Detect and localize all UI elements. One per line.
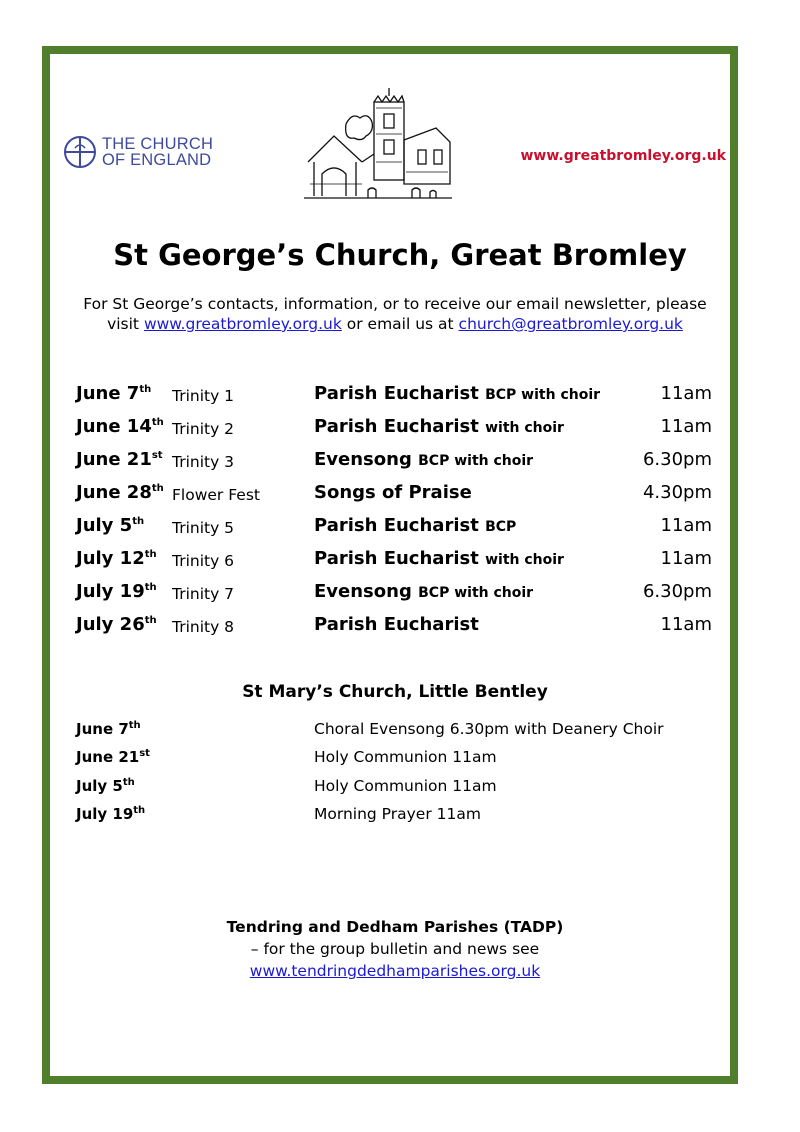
church-tower-illustration <box>304 84 452 206</box>
service-sunday: Trinity 1 <box>172 387 235 405</box>
service-time: 11am <box>660 416 712 437</box>
service-row <box>76 482 712 512</box>
service-sunday: Trinity 8 <box>172 618 235 636</box>
service-date: June 28th <box>76 482 164 503</box>
service-time: 4.30pm <box>642 482 712 503</box>
lb-date: June 21st <box>76 748 150 766</box>
little-bentley-row <box>76 777 712 801</box>
page-title: St George’s Church, Great Bromley <box>113 238 687 272</box>
service-row <box>76 548 712 578</box>
logo-line-2: OF ENGLAND <box>102 151 212 169</box>
intro-text <box>0 294 790 334</box>
service-sunday: Flower Fest <box>172 486 260 504</box>
service-name: Songs of Praise <box>314 482 472 503</box>
service-time: 11am <box>660 614 712 635</box>
lb-service: Choral Evensong 6.30pm with Deanery Choir <box>314 720 664 738</box>
service-row <box>76 515 712 545</box>
service-sunday: Trinity 3 <box>172 453 235 471</box>
service-sunday: Trinity 2 <box>172 420 235 438</box>
service-row <box>76 383 712 413</box>
little-bentley-heading: St Mary’s Church, Little Bentley <box>242 682 548 702</box>
service-row <box>76 416 712 446</box>
cross-in-circle-icon <box>62 134 98 170</box>
service-date: June 14th <box>76 416 164 437</box>
website-link[interactable]: www.greatbromley.org.uk <box>143 315 342 333</box>
service-name: Parish Eucharist BCP with choir <box>314 383 601 404</box>
service-date: July 19th <box>76 581 157 602</box>
intro-line-1: For St George’s contacts, information, or to receive our email newsletter, please <box>83 295 707 313</box>
tadp-footer <box>0 916 790 982</box>
little-bentley-row <box>76 748 712 772</box>
lb-service: Holy Communion 11am <box>314 777 497 795</box>
service-date: July 26th <box>76 614 157 635</box>
intro-line-2 <box>0 314 790 334</box>
service-time: 6.30pm <box>642 449 712 470</box>
service-time: 11am <box>660 548 712 569</box>
or-email-label: or email us at <box>346 315 454 333</box>
visit-label: visit <box>107 315 140 333</box>
service-name: Evensong BCP with choir <box>314 581 534 602</box>
service-date: June 21st <box>76 449 163 470</box>
service-sunday: Trinity 6 <box>172 552 235 570</box>
service-sunday: Trinity 5 <box>172 519 235 537</box>
service-time: 11am <box>660 515 712 536</box>
service-name: Parish Eucharist with choir <box>314 416 564 437</box>
service-time: 11am <box>660 383 712 404</box>
lb-date: June 7th <box>76 720 141 738</box>
tadp-subtitle: – for the group bulletin and news see <box>250 940 540 958</box>
lb-date: July 19th <box>76 805 146 823</box>
lb-date: July 5th <box>76 777 135 795</box>
website-url[interactable]: www.greatbromley.org.uk <box>520 148 726 164</box>
logo-line-1: THE CHURCH <box>102 135 214 153</box>
email-link[interactable]: church@greatbromley.org.uk <box>458 315 683 333</box>
service-name: Parish Eucharist BCP <box>314 515 517 536</box>
tadp-link[interactable]: www.tendringdedhamparishes.org.uk <box>249 962 541 980</box>
lb-service: Morning Prayer 11am <box>314 805 481 823</box>
service-name: Parish Eucharist with choir <box>314 548 564 569</box>
service-date: July 5th <box>76 515 145 536</box>
service-row <box>76 449 712 479</box>
service-date: June 7th <box>76 383 152 404</box>
service-name: Parish Eucharist <box>314 614 479 635</box>
church-of-england-logo <box>62 134 213 170</box>
little-bentley-row <box>76 805 712 829</box>
tadp-title: Tendring and Dedham Parishes (TADP) <box>226 918 564 936</box>
service-time: 6.30pm <box>642 581 712 602</box>
service-row <box>76 614 712 644</box>
service-name: Evensong BCP with choir <box>314 449 534 470</box>
service-date: July 12th <box>76 548 157 569</box>
lb-service: Holy Communion 11am <box>314 748 497 766</box>
service-row <box>76 581 712 611</box>
service-sunday: Trinity 7 <box>172 585 235 603</box>
little-bentley-row <box>76 720 712 744</box>
